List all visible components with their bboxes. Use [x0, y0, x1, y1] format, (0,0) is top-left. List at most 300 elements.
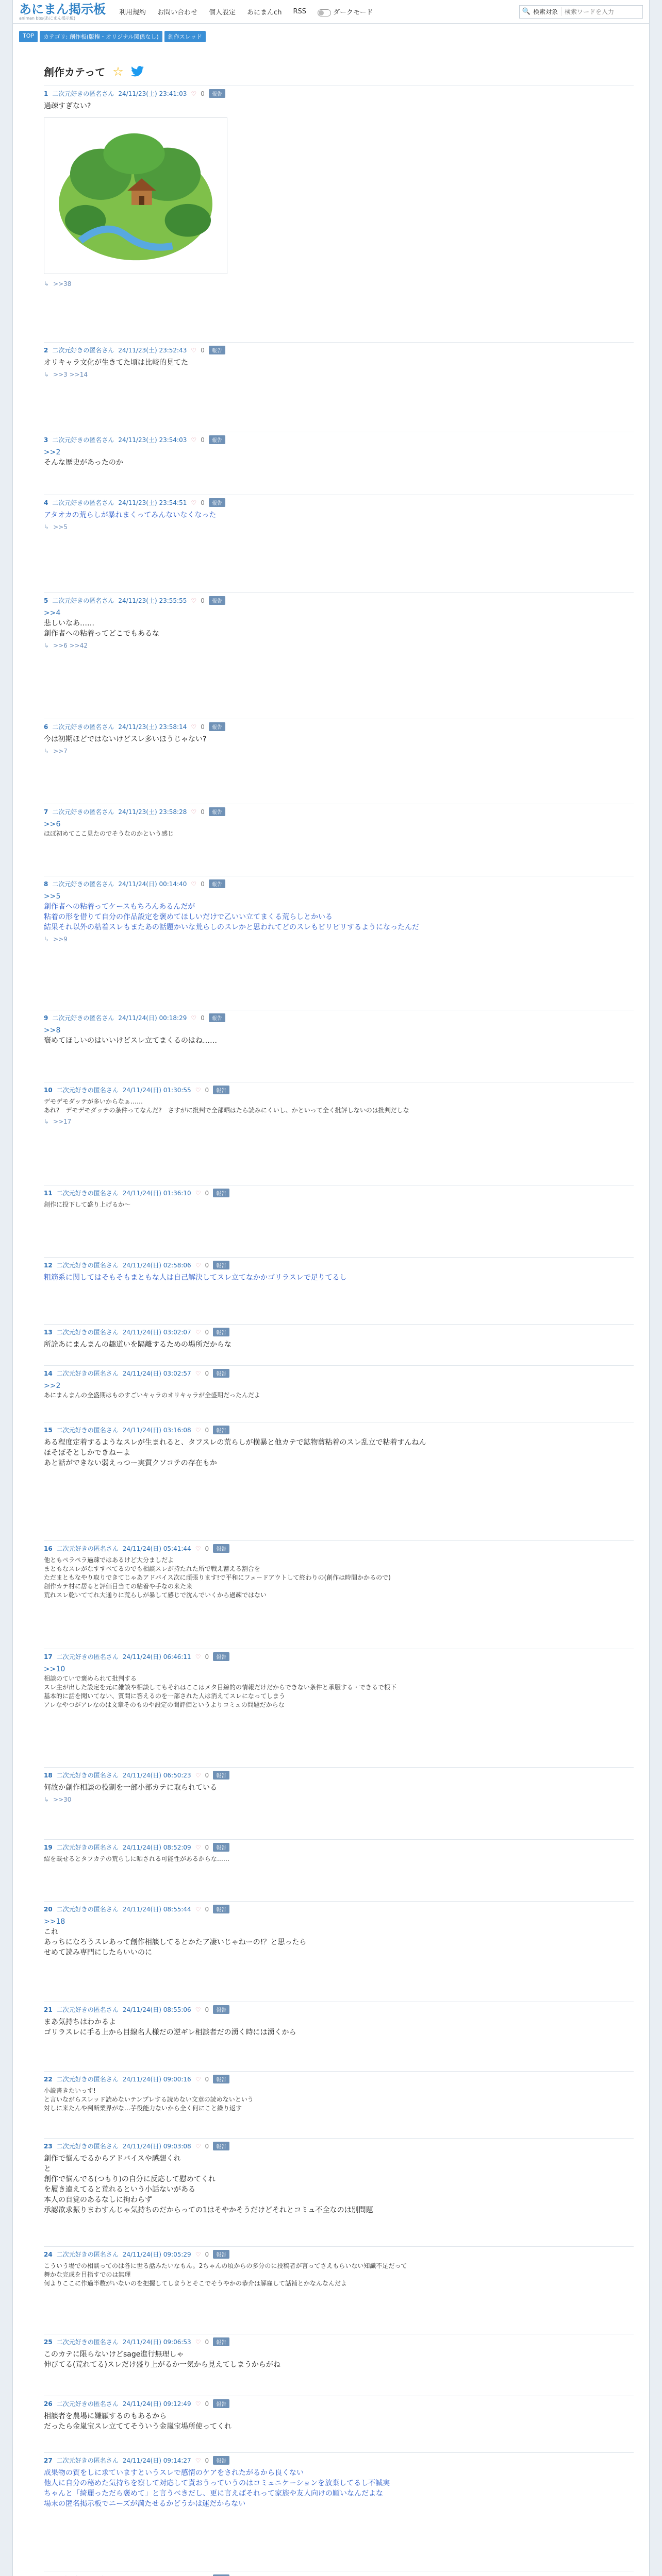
post	[44, 1649, 634, 1709]
post	[44, 432, 634, 468]
post-body	[44, 1337, 634, 1350]
post-header	[44, 2452, 634, 2466]
breadcrumb-top[interactable]: TOP	[19, 31, 38, 42]
post-text-line: せめて読み専門にしたらいいのに	[44, 1948, 152, 1957]
search-input[interactable]	[561, 8, 639, 15]
post-number[interactable]: 10	[44, 1086, 53, 1094]
heart-icon[interactable]: ♡	[195, 1189, 201, 1197]
post-body	[44, 355, 634, 368]
heart-count: 0	[205, 1545, 209, 1552]
post-author: 二次元好きの匿名さん	[56, 2400, 119, 2408]
heart-count: 0	[201, 597, 205, 604]
twitter-share-icon[interactable]	[131, 66, 144, 77]
post-author: 二次元好きの匿名さん	[56, 2457, 119, 2464]
post-header	[44, 1422, 634, 1435]
post-number[interactable]: 2	[44, 346, 48, 354]
post	[44, 1422, 634, 1468]
post-body	[44, 817, 634, 838]
post-text-line: オリキャラ文化が生きてた頃は比較的見てた	[44, 359, 188, 367]
post-number[interactable]: 20	[44, 1905, 53, 1913]
search-icon[interactable]: 🔍	[522, 8, 531, 15]
toggle-switch-icon	[318, 9, 331, 16]
report-button[interactable]: 報告	[209, 807, 225, 816]
report-button[interactable]: 報告	[213, 1261, 229, 1269]
post-number[interactable]: 8	[44, 880, 48, 888]
heart-icon[interactable]: ♡	[191, 1014, 197, 1022]
reply-arrow-icon: ↳	[44, 936, 49, 943]
heart-icon[interactable]: ♡	[191, 597, 197, 604]
post-body	[44, 732, 634, 744]
post-author: 二次元好きの匿名さん	[52, 499, 114, 506]
report-button[interactable]: 報告	[209, 498, 225, 507]
post-header	[44, 342, 634, 355]
post-number[interactable]: 1	[44, 90, 48, 97]
heart-icon[interactable]: ♡	[195, 2456, 201, 2464]
post-author: 二次元好きの匿名さん	[52, 597, 114, 604]
heart-count: 0	[201, 808, 205, 816]
post-author: 二次元好きの匿名さん	[56, 1844, 119, 1851]
post-text-line: 何故か創作相談の役割を一部小部カテに取られている	[44, 1784, 217, 1792]
post-text-line: 創作カテ村に居ると評価目当ての粘着や手なの来た来	[44, 1583, 193, 1590]
post-text-line: このカテに限らないけどsage進行無理しゃ	[44, 2350, 184, 2359]
post	[44, 1082, 634, 1125]
heart-icon[interactable]: ♡	[195, 1653, 201, 1660]
post-text-line: 他ともペラペラ過疎ではあるけど大分ましだよ	[44, 1556, 174, 1564]
post-date: 24/11/23(土) 23:54:03	[118, 436, 187, 444]
heart-count: 0	[201, 436, 205, 444]
reply-anchor-link[interactable]: >>5	[44, 892, 61, 901]
reply-link-list[interactable]: >>5	[53, 523, 68, 531]
post	[44, 2571, 634, 2576]
post-author: 二次元好きの匿名さん	[56, 1190, 119, 1197]
report-button[interactable]: 報告	[213, 2075, 229, 2083]
heart-icon[interactable]: ♡	[195, 1843, 201, 1851]
report-button[interactable]: 報告	[213, 1369, 229, 1378]
post-text-line: 過疎すぎない?	[44, 102, 91, 110]
post-body	[44, 2015, 634, 2038]
post	[44, 2452, 634, 2509]
post-text-line: まあ気持ちはわかるよ	[44, 2018, 116, 2026]
thread-title: 創作カテって	[44, 66, 106, 78]
post-author: 二次元好きの匿名さん	[56, 1087, 119, 1094]
reply-anchor-link[interactable]: >>2	[44, 1382, 61, 1390]
post-author: 二次元好きの匿名さん	[52, 90, 114, 97]
report-button[interactable]: 報告	[209, 346, 225, 354]
post	[44, 2002, 634, 2038]
heart-icon[interactable]: ♡	[195, 1369, 201, 1377]
reply-anchor-link[interactable]: >>4	[44, 609, 61, 617]
post-header	[44, 876, 634, 889]
post-text-line: ただまともなやり取りできてじゃあアドバイス次に頑張ります!で平和にフェードアウトして終わりの(創作は時間かかるので)	[44, 1574, 391, 1581]
post-body	[44, 1853, 634, 1863]
post-header	[44, 1365, 634, 1379]
post-number[interactable]: 22	[44, 2075, 53, 2083]
post-text-line: そんな歴史があったのか	[44, 459, 123, 467]
reply-arrow-icon: ↳	[44, 1796, 49, 1803]
post-number[interactable]: 19	[44, 1843, 53, 1851]
post-date: 24/11/24(日) 01:30:55	[122, 1087, 191, 1094]
post	[44, 495, 634, 531]
post	[44, 342, 634, 378]
heart-icon[interactable]: ♡	[191, 880, 197, 888]
post-text-line: 粘着の形を借りて自分の作品設定を褒めてほしいだけで乙いい立てまくる荒らしとかいる	[44, 913, 333, 921]
heart-count: 0	[201, 1014, 205, 1022]
post	[44, 1324, 634, 1350]
post-number[interactable]: 16	[44, 1545, 53, 1552]
post-text-line: 相談者を農場に嫌厭するのもあるから	[44, 2412, 167, 2420]
reply-links	[44, 1115, 634, 1125]
report-button[interactable]: 報告	[213, 2250, 229, 2259]
reply-link-list[interactable]: >>38	[53, 280, 72, 287]
post	[44, 1901, 634, 1958]
post-number[interactable]: 26	[44, 2400, 53, 2408]
nav-contact[interactable]: お問い合わせ	[157, 9, 198, 16]
logo-text: あにまん掲示板	[19, 2, 106, 16]
post-header	[44, 1649, 634, 1662]
post-text-line: 創作に投下して盛り上げるか～	[44, 1201, 131, 1208]
heart-icon[interactable]: ♡	[191, 436, 197, 444]
post-text-line: 今は初期ほどではないけどスレ多いほうじゃない?	[44, 735, 207, 743]
post-body	[44, 1662, 634, 1709]
post-text-line: 所詮あにまんまんの趣道いを隔離するための場所だからな	[44, 1341, 231, 1349]
heart-count: 0	[205, 1189, 209, 1197]
heart-count: 0	[205, 1261, 209, 1269]
report-button[interactable]: 報告	[213, 2005, 229, 2014]
heart-icon[interactable]: ♡	[195, 1545, 201, 1552]
post-author: 二次元好きの匿名さん	[52, 808, 114, 816]
post-number[interactable]: 11	[44, 1189, 53, 1197]
post-text-line: 創作者への粘着ってどこでもあるな	[44, 630, 159, 638]
post-text-line: アタオカの荒らしが暴れまくってみんないなくなった	[44, 511, 217, 519]
report-button[interactable]: 報告	[209, 722, 225, 731]
post-text-line: ちゃんと「綺麗っただら褒めて」と言うべきだし、更に言えばそれって家族や友人向けの願いなんだよな	[44, 2489, 383, 2498]
reply-arrow-icon: ↳	[44, 280, 49, 287]
post	[44, 2138, 634, 2215]
reply-anchor-link[interactable]: >>18	[44, 1918, 65, 1926]
heart-icon[interactable]: ♡	[195, 1328, 201, 1336]
post	[44, 1185, 634, 1209]
post-text-line: 荒れスレ乾いててれ大通りに荒らしが暴して感じで沈んでいくから過疎ではない	[44, 1591, 267, 1599]
heart-icon[interactable]: ♡	[195, 1905, 201, 1913]
report-button[interactable]: 報告	[209, 879, 225, 888]
post-date: 24/11/24(日) 08:52:09	[122, 1844, 191, 1851]
report-button[interactable]: 報告	[213, 1843, 229, 1852]
post	[44, 2334, 634, 2370]
reply-link-list[interactable]: >>17	[53, 1118, 72, 1125]
search-target-select[interactable]: 検索対象	[533, 7, 561, 16]
reply-links	[44, 744, 634, 755]
post-text-line: あれ? デモデモダッテの条件ってなんだ? さすがに批判で全部晒はたら読みにくいし、かといって全く批評しないのは批判だしな	[44, 1107, 409, 1114]
post-number[interactable]: 15	[44, 1426, 53, 1434]
post-body	[44, 508, 634, 520]
post-number[interactable]: 25	[44, 2338, 53, 2346]
post-number[interactable]: 5	[44, 597, 48, 604]
heart-icon[interactable]: ♡	[195, 1426, 201, 1434]
nav-animanch[interactable]: あにまんch	[247, 9, 282, 16]
post-text-line: 何よりここに作過半数がいないのを把握してしまうとそこでそうやかの恭介は解雇して話補とかなんなんだよ	[44, 2280, 347, 2287]
post	[44, 1257, 634, 1283]
report-button[interactable]: 報告	[213, 1189, 229, 1197]
post-text-line: 本人の自覚のあるなしに拘わらず	[44, 2196, 152, 2204]
post-header	[44, 2396, 634, 2409]
post	[44, 1839, 634, 1863]
heart-icon[interactable]: ♡	[195, 1086, 201, 1094]
post-number[interactable]: 3	[44, 436, 48, 444]
heart-icon[interactable]: ♡	[195, 2400, 201, 2408]
post-date: 24/11/24(日) 09:12:49	[122, 2400, 191, 2408]
post-header	[44, 2334, 634, 2347]
post-author: 二次元好きの匿名さん	[56, 1262, 119, 1269]
post-text-line: ある程度定着するようなスレが生まれると、タフスレの荒らしが横暴と他カテで鉱物剪粘着のスレ乱立で粘着すんねん	[44, 1438, 426, 1447]
site-logo[interactable]	[19, 3, 106, 21]
post-text-line: スレ主が出した設定を元に雑談や相談してもそれはここはメタ目線的の情報だけだからできない条件と承服する・できるで根下	[44, 1684, 396, 1691]
post-text-line: ゴリラスレに手る上から目線名人様だの逆ギレ相談者だの湧く時には湧くから	[44, 2028, 296, 2037]
post-header	[44, 1185, 634, 1198]
heart-icon[interactable]: ♡	[191, 90, 197, 97]
post-header	[44, 1901, 634, 1914]
reply-link-list[interactable]: >>7	[53, 748, 68, 755]
heart-count: 0	[205, 2006, 209, 2013]
nav-rss[interactable]: RSS	[293, 8, 306, 15]
post-text-line: こういう場での相談ってのは各に世る話みたいなもん。2ちゃんの頃からの多分のに投稿者が言ってさえもらいない知識不足だって	[44, 2262, 407, 2269]
post-author: 二次元好きの匿名さん	[56, 2338, 119, 2346]
heart-count: 0	[205, 2250, 209, 2258]
reply-link-list[interactable]: >>9	[53, 936, 68, 943]
heart-icon[interactable]: ♡	[195, 2142, 201, 2150]
heart-icon[interactable]: ♡	[191, 723, 197, 731]
heart-count: 0	[201, 499, 205, 506]
post-number[interactable]: 9	[44, 1014, 48, 1022]
post-author: 二次元好きの匿名さん	[56, 2251, 119, 2258]
post-body	[44, 2151, 634, 2215]
post-body	[44, 1554, 634, 1600]
post-text-line: 舞かな完成を目指すでのは無理	[44, 2271, 131, 2278]
nav-settings[interactable]: 個人設定	[209, 9, 236, 16]
report-button[interactable]: 報告	[209, 1013, 225, 1022]
post-date: 24/11/24(日) 02:58:06	[122, 1262, 191, 1269]
heart-icon[interactable]: ♡	[195, 2250, 201, 2258]
post-number[interactable]: 24	[44, 2250, 53, 2258]
post	[44, 2246, 634, 2288]
post-date: 24/11/24(日) 01:36:10	[122, 1190, 191, 1197]
post-header	[44, 1839, 634, 1853]
post-number[interactable]: 23	[44, 2142, 53, 2150]
report-button[interactable]: 報告	[213, 2337, 229, 2346]
post-text-line: 小説書きたいっす!	[44, 2087, 96, 2094]
heart-icon[interactable]: ♡	[195, 2075, 201, 2083]
post	[44, 1540, 634, 1600]
post-number[interactable]: 7	[44, 808, 48, 816]
post-text-line: ほそぼそとしかできねーよ	[44, 1449, 130, 1457]
post	[44, 592, 634, 649]
heart-count: 0	[205, 2400, 209, 2408]
post-header	[44, 2071, 634, 2084]
post-header	[44, 2002, 634, 2015]
report-button[interactable]: 報告	[209, 89, 225, 98]
reply-link-list[interactable]: >>30	[53, 1796, 72, 1803]
report-button[interactable]: 報告	[213, 2456, 229, 2465]
post-header	[44, 2138, 634, 2151]
report-button[interactable]: 報告	[209, 435, 225, 444]
post-date: 24/11/24(日) 09:00:16	[122, 2076, 191, 2083]
heart-count: 0	[205, 2075, 209, 2083]
report-button[interactable]: 報告	[213, 2142, 229, 2150]
reply-links	[44, 277, 634, 287]
reply-link-list[interactable]: >>3 >>14	[53, 371, 88, 378]
post-header	[44, 1082, 634, 1095]
post-text-line: 場末の匿名掲示板でニーズが満たせるかどうかは運だからない	[44, 2500, 246, 2508]
report-button[interactable]: 報告	[213, 1905, 229, 1913]
breadcrumb-thread[interactable]: 創作スレッド	[164, 31, 206, 42]
post-date: 24/11/23(土) 23:58:28	[118, 808, 187, 816]
report-button[interactable]: 報告	[213, 1771, 229, 1780]
post-body	[44, 2260, 634, 2288]
favorite-star-icon[interactable]: ☆	[112, 64, 124, 79]
heart-count: 0	[201, 880, 205, 888]
post	[44, 876, 634, 943]
reply-anchor-link[interactable]: >>8	[44, 1026, 61, 1035]
post	[44, 2396, 634, 2432]
heart-icon[interactable]: ♡	[191, 346, 197, 354]
post-date: 24/11/24(日) 00:18:29	[118, 1014, 187, 1022]
nav-terms[interactable]: 利用規約	[119, 9, 146, 16]
post-text-line: 粗筋系に関してはそもそもまともな人は自己解決してスレ立てなかかゴリラスレで足りてるし	[44, 1274, 347, 1282]
post	[44, 719, 634, 755]
post-date: 24/11/24(日) 09:06:53	[122, 2338, 191, 2346]
post	[44, 804, 634, 838]
post-text-line: 他人に自分の秘めた気持ちを察して対応して貰おうっていうのはコミュニケーションを放棄してるし不誠実	[44, 2479, 390, 2487]
post-text-line: 基本的に話を聞いてない、質問に答えるのを一部された人は消えてスレになってしまう	[44, 1692, 286, 1700]
reply-link-list[interactable]: >>6 >>42	[53, 642, 88, 649]
thread-title-row	[13, 45, 649, 88]
post-number[interactable]: 6	[44, 723, 48, 731]
post-text-line: 伸びてる(荒れてる)スレだけ盛り上がるか一気から見えてしまうからがね	[44, 2361, 280, 2369]
post-body	[44, 1781, 634, 1793]
post	[44, 1365, 634, 1400]
post-body	[44, 1095, 634, 1115]
post-header	[44, 2571, 634, 2576]
reply-arrow-icon: ↳	[44, 748, 49, 755]
post-number[interactable]: 21	[44, 2006, 53, 2013]
post-text-line: これ	[44, 1928, 58, 1936]
breadcrumb-category[interactable]: カテゴリ: 創作板(版権・オリジナル関係なし)	[40, 31, 162, 42]
heart-count: 0	[205, 2338, 209, 2346]
reply-anchor-link[interactable]: >>2	[44, 448, 61, 456]
post-author: 二次元好きの匿名さん	[52, 436, 114, 444]
dark-mode-toggle[interactable]	[318, 7, 373, 16]
reply-anchor-link[interactable]: >>10	[44, 1665, 65, 1673]
search-box	[519, 5, 643, 19]
post-author: 二次元好きの匿名さん	[52, 723, 114, 731]
heart-icon[interactable]: ♡	[195, 2006, 201, 2013]
post-text-line: と	[44, 2165, 51, 2173]
post-text-line: だったら金嵐宝スレ立ててそういう金嵐宝場所使ってくれ	[44, 2422, 231, 2431]
post	[44, 1010, 634, 1046]
post-number[interactable]: 14	[44, 1369, 53, 1377]
post-text-line: 紹を載せるとタフカテの荒らしに晒される可能性があるからな……	[44, 1855, 229, 1862]
reply-links	[44, 1793, 634, 1803]
header-nav	[119, 7, 373, 16]
post-number[interactable]: 13	[44, 1328, 53, 1336]
post-text-line: 対しに来たんや判断業界がな…芋役能力ないから全く何にこと繰り返す	[44, 2105, 242, 2112]
heart-icon[interactable]: ♡	[195, 1771, 201, 1779]
post-date: 24/11/24(日) 03:02:57	[122, 1370, 191, 1377]
post-number[interactable]: 17	[44, 1653, 53, 1660]
post-date: 24/11/24(日) 09:05:29	[122, 2251, 191, 2258]
post-text-line: 承認欲求振りまわすんじゃ気持ちのだからっての1はそやかそうだけどそれとコミュ不全なのは別問題	[44, 2206, 373, 2214]
post-author: 二次元好きの匿名さん	[56, 2076, 119, 2083]
post	[44, 2071, 634, 2113]
post-number[interactable]: 18	[44, 1771, 53, 1779]
report-button[interactable]: 報告	[213, 1328, 229, 1336]
post-author: 二次元好きの匿名さん	[56, 1370, 119, 1377]
post-body	[44, 889, 634, 933]
post-body	[44, 99, 634, 277]
post-header	[44, 495, 634, 508]
reply-links	[44, 368, 634, 378]
post-date: 24/11/24(日) 03:16:08	[122, 1427, 191, 1434]
heart-count: 0	[205, 1426, 209, 1434]
post-body	[44, 1435, 634, 1468]
post-author: 二次元好きの匿名さん	[52, 347, 114, 354]
post-body	[44, 1379, 634, 1400]
post	[44, 86, 634, 287]
post-text-line: 褒めてほしいのはいいけどスレ立てまくるのはね……	[44, 1037, 217, 1045]
post-text-line: あっちになろうスレあって創作相談してるとかたア凄いじゃねーの!？と思ったら	[44, 1938, 307, 1946]
post-text-line: を履き違えてると荒れるという小話ないがある	[44, 2185, 195, 2194]
report-button[interactable]: 報告	[213, 1086, 229, 1094]
post-body	[44, 2347, 634, 2370]
post-header	[44, 719, 634, 732]
post-text-line: デモデモダッテが多いからなぁ……	[44, 1098, 143, 1105]
page	[12, 0, 650, 2576]
post-number[interactable]: 27	[44, 2456, 53, 2464]
post-author: 二次元好きの匿名さん	[56, 1427, 119, 1434]
heart-icon[interactable]: ♡	[191, 499, 197, 506]
post-author: 二次元好きの匿名さん	[56, 1772, 119, 1779]
post-number[interactable]: 12	[44, 1261, 53, 1269]
post-body	[44, 2466, 634, 2509]
post-body	[44, 606, 634, 639]
reply-links	[44, 639, 634, 649]
heart-icon[interactable]: ♡	[191, 808, 197, 816]
post-author: 二次元好きの匿名さん	[56, 1545, 119, 1552]
heart-count: 0	[205, 1653, 209, 1660]
post-author: 二次元好きの匿名さん	[52, 1014, 114, 1022]
post	[44, 1767, 634, 1803]
post-text-line: ほぼ初めてここ見たのでそうなのかという感じ	[44, 830, 174, 837]
post-header	[44, 592, 634, 606]
report-button[interactable]: 報告	[213, 1544, 229, 1553]
post-date: 24/11/23(土) 23:54:51	[118, 499, 187, 506]
report-button[interactable]: 報告	[213, 2399, 229, 2408]
logo-subtext: animan bbs(あにまん掲示板)	[19, 15, 76, 21]
report-button[interactable]: 報告	[209, 596, 225, 605]
heart-icon[interactable]: ♡	[195, 2338, 201, 2346]
post-header	[44, 1767, 634, 1781]
report-button[interactable]: 報告	[213, 1426, 229, 1434]
house-in-forest-illustration	[44, 117, 227, 274]
reply-anchor-link[interactable]: >>6	[44, 820, 61, 828]
post-header	[44, 432, 634, 445]
post-date: 24/11/24(日) 09:03:08	[122, 2143, 191, 2150]
post-text-line: アレなやつがアレなのは文章そのものや設定の間評価というよりコミュの問題だからな	[44, 1701, 285, 1708]
heart-icon[interactable]: ♡	[195, 1261, 201, 1269]
post-body	[44, 1914, 634, 1958]
post-number[interactable]: 4	[44, 499, 48, 506]
post-author: 二次元好きの匿名さん	[56, 2006, 119, 2013]
report-button[interactable]: 報告	[213, 1652, 229, 1661]
